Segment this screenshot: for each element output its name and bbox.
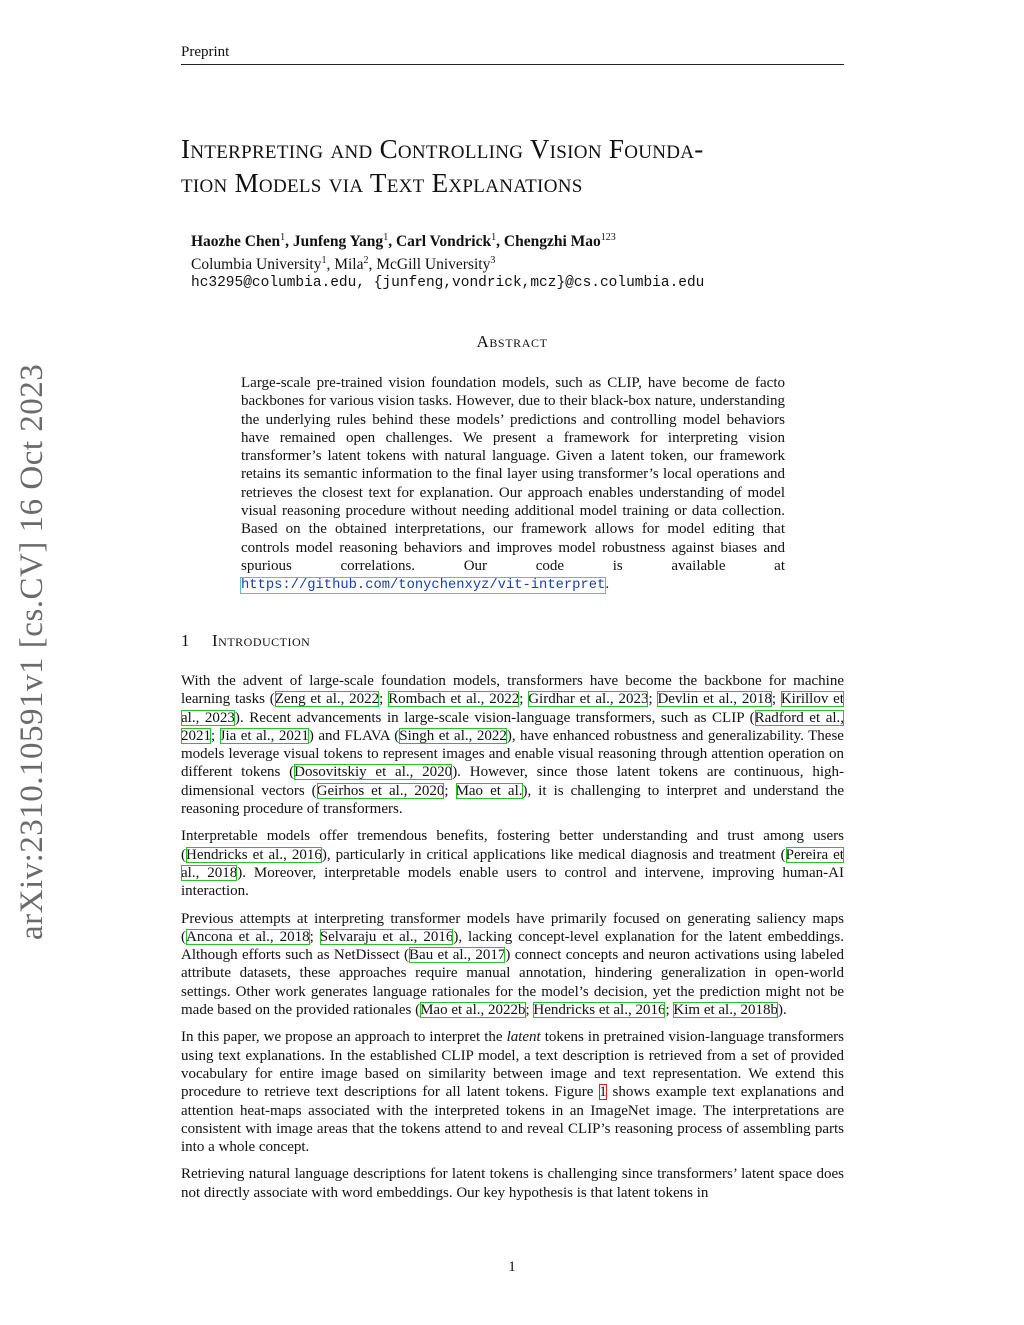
arxiv-stamp: arXiv:2310.10591v1 [cs.CV] 16 Oct 2023: [14, 363, 50, 940]
abstract-body: Large-scale pre-trained vision foundation models, such as CLIP, have become de facto backbones for various vision tasks. However, due to their black-box nature, understanding the underlying rules behind these models’ predictions and controlling model behaviors have remained open challenges. We present a framework for interpreting vision transformer’s latent tokens with natural language. Given a latent token, our framework retains its semantic information to the final layer using transformer’s local operations and retrieves the closest text for explanation. Our approach enables understanding of model visual reasoning procedure without needing additional model training or data collection. Based on the obtained interpretations, our framework allows for model editing that controls model reasoning behaviors and improves model robustness against biases and spurious correlations. Our code is available at: [241, 375, 785, 574]
text-run: ).: [777, 1002, 787, 1019]
text-run: ;: [309, 928, 320, 945]
text-run: ). Moreover, interpretable models enable users to control and intervene, improving human-AI interaction.: [181, 864, 845, 900]
paragraph: [181, 910, 844, 1020]
text-run: shows example text explanations and attention heat-maps associated with the interpreted tokens in an ImageNet image. The interpretations are consistent with image areas that the tokens attend to and reveal CLIP’s reasoning process of assembling parts into a whole concept.: [181, 1084, 844, 1156]
author-name: Haozhe Chen: [191, 233, 281, 251]
section-number: 1: [181, 631, 190, 650]
author-name: Chengzhi Mao: [503, 233, 601, 251]
citation-link[interactable]: Geirhos et al., 2020: [316, 782, 445, 799]
citation-link[interactable]: Mao et al., 2022b: [420, 1002, 526, 1019]
abstract-text: [241, 374, 785, 596]
citation-link[interactable]: Radford et al., 2021: [181, 709, 845, 744]
title-line-2: tion Models via Text Explanations: [181, 168, 583, 198]
paragraph: [181, 827, 844, 900]
author-block: [191, 228, 704, 293]
paragraph: [181, 1028, 844, 1156]
citation-link[interactable]: Kirillov et al., 2023: [181, 691, 844, 726]
text-run: Retrieving natural language descriptions for latent tokens is challenging since transformers’ latent space does not directly associate with word embeddings. Our key hypothesis is that latent tokens in: [181, 1166, 844, 1201]
page-number: 1: [508, 1259, 516, 1275]
citation-link[interactable]: Pereira et al., 2018: [181, 846, 844, 881]
text-run: ;: [519, 691, 529, 708]
code-url-link[interactable]: https://github.com/tonychenxyz/vit-interpret: [241, 578, 606, 594]
affiliation: Columbia University: [191, 256, 322, 274]
author-names: Haozhe Chen$^1$, Junfeng Yang$^1$, Carl Vondrick$^1$, Chengzhi Mao$^{123}$: [191, 232, 616, 251]
author-name: Junfeng Yang: [292, 233, 384, 251]
text-run: ;: [444, 782, 456, 799]
text-run: ;: [648, 691, 658, 708]
citation-link[interactable]: Singh et al., 2022: [399, 727, 507, 744]
section-title: Introduction: [212, 631, 311, 650]
author-emails: hc3295@columbia.edu, {junfeng,vondrick,mcz}@cs.columbia.edu: [191, 275, 705, 292]
text-run: ;: [665, 1002, 674, 1019]
section-heading: [181, 631, 310, 651]
author-sup: 1: [491, 232, 497, 243]
affiliation: Mila: [334, 256, 364, 274]
affiliations: Columbia University$^1$, Mila$^2$, McGill University$^3$: [191, 255, 496, 274]
text-run: ). Recent advancements in large-scale vision-language transformers, such as CLIP (: [234, 709, 755, 726]
text-run: ) and FLAVA (: [308, 727, 400, 744]
affiliation: McGill University: [376, 256, 491, 274]
affiliation-sup: 3: [490, 255, 496, 267]
figure-ref-link[interactable]: 1: [599, 1084, 607, 1101]
title-line-1: Interpreting and Controlling Vision Founda-: [181, 134, 704, 164]
affiliation-sup: 1: [321, 255, 327, 267]
citation-link[interactable]: Jia et al., 2021: [219, 727, 309, 744]
affiliation-sup: 2: [363, 255, 369, 267]
citation-link[interactable]: Hendricks et al., 2016: [186, 846, 322, 863]
text-run: ;: [771, 691, 781, 708]
citation-link[interactable]: Selvaraju et al., 2016: [319, 928, 454, 945]
citation-link[interactable]: Kim et al., 2018b: [673, 1002, 778, 1019]
text-run: Interpretable models offer tremendous benefits, fostering better understanding and trust among users (: [181, 828, 844, 863]
citation-link[interactable]: Mao et al.: [455, 782, 523, 799]
citation-link[interactable]: Zeng et al., 2022: [274, 691, 380, 708]
text-run: ;: [211, 727, 220, 744]
paragraph: [181, 1165, 844, 1202]
citation-link[interactable]: Girdhar et al., 2023: [528, 691, 649, 708]
citation-link[interactable]: Bau et al., 2017: [409, 947, 506, 964]
text-run: ), have enhanced robustness and generalizability. These models leverage visual tokens to represent images and enable visual reasoning through attention operation on different tokens (: [181, 727, 844, 781]
paragraph: [181, 672, 844, 818]
paper-title: [181, 132, 861, 200]
author-sup: 123: [600, 232, 616, 243]
section-body: [181, 672, 844, 1211]
text-run: ;: [379, 691, 389, 708]
text-run: ), lacking concept-level explanation for the latent embeddings. Although efforts such as NetDissect (: [181, 928, 844, 964]
text-run: Previous attempts at interpreting transformer models have primarily focused on generating saliency maps (: [181, 910, 844, 945]
text-run: ) connect concepts and neuron activations using labeled attribute datasets, these approaches require manual annotation, hindering generalization in open-world settings. Other work generates language rationales for the model’s decision, yet the prediction might not be made based on the provided rationales (: [181, 947, 844, 1019]
citation-link[interactable]: Ancona et al., 2018: [186, 928, 310, 945]
abstract-end: .: [605, 576, 610, 593]
citation-link[interactable]: Devlin et al., 2018: [657, 691, 772, 708]
abstract-heading: Abstract: [476, 332, 548, 351]
text-run: With the advent of large-scale foundation models, transformers have become the backbone for machine learning tasks (: [181, 673, 844, 708]
emphasis: latent: [506, 1029, 541, 1046]
author-sup: 1: [383, 232, 389, 243]
citation-link[interactable]: Rombach et al., 2022: [388, 691, 520, 708]
text-run: ), it is challenging to interpret and understand the reasoning procedure of transformers.: [181, 782, 844, 818]
citation-link[interactable]: Dosovitskiy et al., 2020: [294, 764, 453, 781]
text-run: In this paper, we propose an approach to interpret the: [181, 1029, 507, 1046]
citation-link[interactable]: Hendricks et al., 2016: [533, 1002, 666, 1019]
author-sup: 1: [280, 232, 286, 243]
text-run: tokens in pretrained vision-language transformers using text explanations. In the established CLIP model, a text description is retrieved from a set of provided vocabulary for entire image based on similarity between image and text representation. We extend this procedure to retrieve text descriptions for all latent tokens. Figure: [181, 1029, 844, 1101]
text-run: ). However, since those latent tokens are continuous, high-dimensional vectors (: [181, 764, 844, 799]
text-run: ;: [525, 1002, 534, 1019]
running-header: Preprint: [181, 44, 844, 65]
text-run: ), particularly in critical applications like medical diagnosis and treatment (: [321, 846, 786, 863]
author-name: Carl Vondrick: [395, 233, 492, 251]
